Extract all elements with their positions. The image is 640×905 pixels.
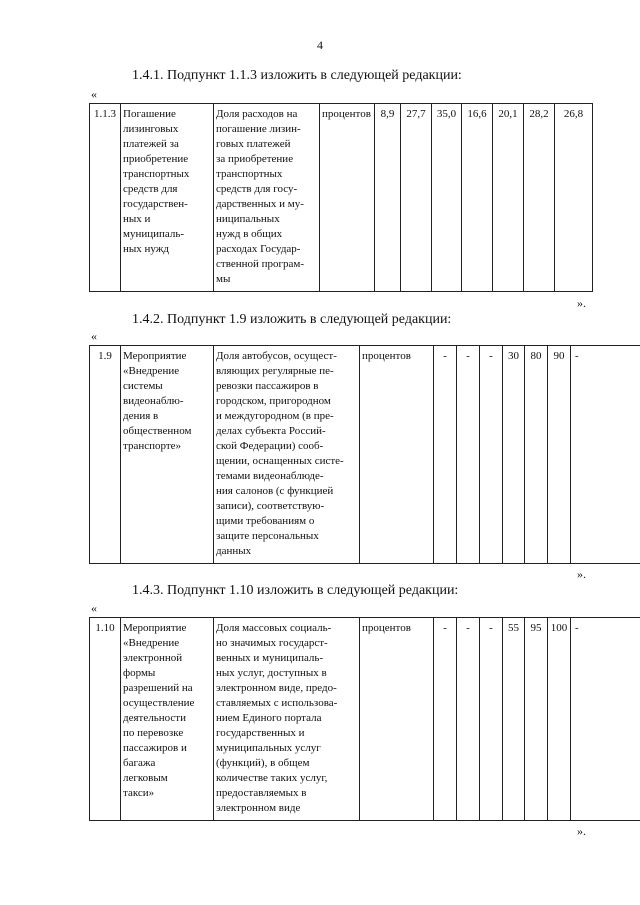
indicator-line: ния салонов (с функцией — [216, 485, 334, 497]
indicator-line: ской Федерации) сооб- — [216, 440, 324, 452]
item-number: 1.1.3 — [90, 104, 121, 292]
indicator-line: Доля массовых социаль- — [216, 622, 332, 634]
indicator-line: но значимых государст- — [216, 637, 328, 649]
indicator-line: муниципальных услуг — [216, 742, 321, 754]
indicator-line: щими требованиям о — [216, 515, 315, 527]
closing-quote: ». — [577, 296, 586, 310]
item-name-line: средств для — [123, 183, 178, 195]
item-name-line: пассажиров и — [123, 742, 187, 754]
item-name — [121, 618, 214, 821]
value-cell: 20,1 — [493, 104, 524, 292]
item-name — [121, 346, 214, 564]
item-name-line: «Внедрение — [123, 637, 180, 649]
unit-cell: процентов — [360, 618, 434, 821]
value-cell: 90 — [548, 346, 571, 564]
unit-cell: процентов — [320, 104, 375, 292]
item-name-line: багажа — [123, 757, 156, 769]
table-row — [90, 104, 593, 292]
item-number: 1.9 — [90, 346, 121, 564]
indicator-line: темами видеонаблюде- — [216, 470, 324, 482]
item-name-line: транспортных — [123, 168, 190, 180]
value-cell: 16,6 — [462, 104, 493, 292]
item-name — [121, 104, 214, 292]
section-heading: 1.4.3. Подпункт 1.10 изложить в следующей редакции: — [132, 583, 459, 598]
item-name-line: транспорте» — [123, 440, 182, 452]
page-number: 4 — [317, 38, 323, 52]
value-cell: 35,0 — [432, 104, 462, 292]
indicator-line: делах субъекта Россий- — [216, 425, 326, 437]
indicator-line: щении, оснащенных систе- — [216, 455, 344, 467]
indicator-line: венных и муниципаль- — [216, 652, 324, 664]
indicator-line: предоставляемых в — [216, 787, 307, 799]
value-cell: - — [457, 346, 480, 564]
indicator-line: электронном виде — [216, 802, 301, 814]
indicator-line: средств для госу- — [216, 183, 298, 195]
indicator-line: городском, пригородном — [216, 395, 331, 407]
indicator-line: говых платежей — [216, 138, 291, 150]
indicator-line: ниципальных — [216, 213, 280, 225]
item-number: 1.10 — [90, 618, 121, 821]
value-cell: 26,8 — [555, 104, 593, 292]
opening-quote: « — [91, 329, 97, 343]
closing-quote: ». — [577, 567, 586, 581]
item-name-line: приобретение — [123, 153, 189, 165]
indicator-line: электронном виде, предо- — [216, 682, 337, 694]
value-cell: - — [480, 346, 503, 564]
indicator-line: и междугородном (в пре- — [216, 410, 334, 422]
value-cell: - — [434, 618, 457, 821]
indicator-line: ственной програм- — [216, 258, 305, 270]
value-cell: 28,2 — [524, 104, 555, 292]
item-name-line: общественном — [123, 425, 192, 437]
value-cell: 100 — [548, 618, 571, 821]
indicator-line: государственных и — [216, 727, 305, 739]
value-cell: 30 — [503, 346, 525, 564]
indicator-text — [214, 104, 320, 292]
item-name-line: легковым — [123, 772, 168, 784]
indicator-line: Доля автобусов, осущест- — [216, 350, 337, 362]
indicator-line: транспортных — [216, 168, 283, 180]
indicator-line: нужд в общих — [216, 228, 283, 240]
table-row — [90, 346, 640, 564]
value-cell: - — [571, 346, 640, 564]
item-name-line: видеонаблю- — [123, 395, 184, 407]
opening-quote: « — [91, 87, 97, 101]
item-name-line: деятельности — [123, 712, 186, 724]
indicator-line: ных услуг, доступных в — [216, 667, 327, 679]
closing-quote: ». — [577, 824, 586, 838]
item-name-line: платежей за — [123, 138, 179, 150]
item-name-line: Мероприятие — [123, 350, 187, 362]
indicator-line: ставляемых с использова- — [216, 697, 338, 709]
indicator-line: нием Единого портала — [216, 712, 322, 724]
amendment-table — [89, 103, 593, 292]
value-cell: 27,7 — [401, 104, 432, 292]
indicator-line: дарственных и му- — [216, 198, 304, 210]
value-cell: - — [571, 618, 640, 821]
indicator-line: Доля расходов на — [216, 108, 298, 120]
item-name-line: Погашение — [123, 108, 176, 120]
table-row — [90, 618, 640, 821]
item-name-line: Мероприятие — [123, 622, 187, 634]
value-cell: - — [457, 618, 480, 821]
item-name-line: формы — [123, 667, 156, 679]
value-cell: - — [434, 346, 457, 564]
indicator-line: данных — [216, 545, 252, 557]
indicator-line: расходах Государ- — [216, 243, 301, 255]
indicator-line: количестве таких услуг, — [216, 772, 328, 784]
opening-quote: « — [91, 601, 97, 615]
amendment-table — [89, 617, 640, 821]
value-cell: - — [480, 618, 503, 821]
indicator-text — [214, 346, 360, 564]
indicator-line: вляющих регулярные пе- — [216, 365, 334, 377]
item-name-line: муниципаль- — [123, 228, 185, 240]
value-cell: 80 — [525, 346, 548, 564]
unit-cell: процентов — [360, 346, 434, 564]
indicator-line: мы — [216, 273, 231, 285]
item-name-line: по перевозке — [123, 727, 184, 739]
section-heading: 1.4.1. Подпункт 1.1.3 изложить в следующей редакции: — [132, 68, 462, 83]
item-name-line: дения в — [123, 410, 159, 422]
indicator-line: погашение лизин- — [216, 123, 301, 135]
item-name-line: осуществление — [123, 697, 195, 709]
indicator-line: защите персональных — [216, 530, 319, 542]
indicator-text — [214, 618, 360, 821]
item-name-line: ных и — [123, 213, 151, 225]
item-name-line: системы — [123, 380, 163, 392]
indicator-line: записи), соответствую- — [216, 500, 325, 512]
indicator-line: ревозки пассажиров в — [216, 380, 319, 392]
value-cell: 8,9 — [375, 104, 401, 292]
item-name-line: лизинговых — [123, 123, 179, 135]
item-name-line: электронной — [123, 652, 183, 664]
item-name-line: разрешений на — [123, 682, 193, 694]
item-name-line: государствен- — [123, 198, 188, 210]
item-name-line: такси» — [123, 787, 155, 799]
item-name-line: ных нужд — [123, 243, 169, 255]
indicator-line: за приобретение — [216, 153, 294, 165]
section-heading: 1.4.2. Подпункт 1.9 изложить в следующей редакции: — [132, 312, 452, 327]
value-cell: 55 — [503, 618, 525, 821]
indicator-line: (функций), в общем — [216, 757, 310, 769]
value-cell: 95 — [525, 618, 548, 821]
amendment-table — [89, 345, 640, 564]
item-name-line: «Внедрение — [123, 365, 180, 377]
